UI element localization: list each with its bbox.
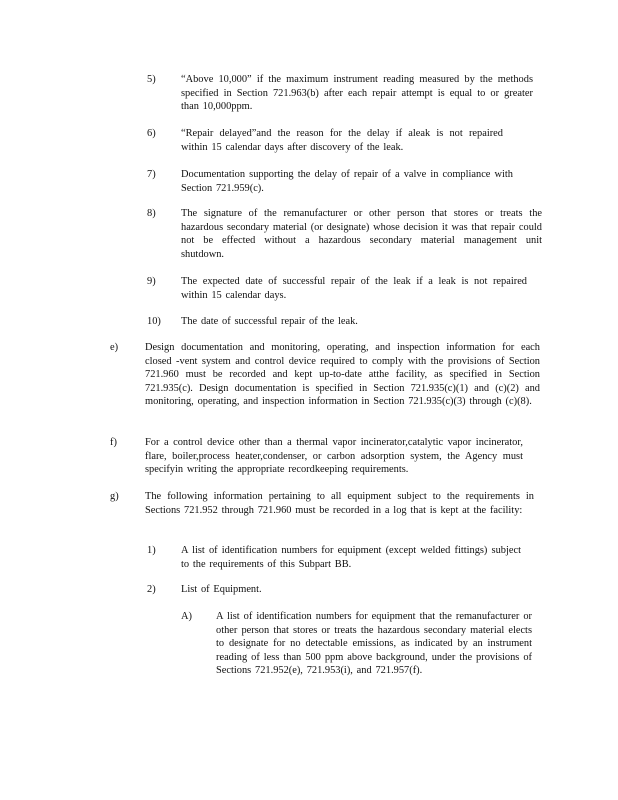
item-marker: 9) — [147, 276, 156, 287]
list-item-5 — [147, 73, 542, 115]
section-text: For a control device other than a thermal vapor incinerator,catalytic vapor incinerator, flare, boiler,process heater,condenser, or carbon adsorption system, the Agency must specifyin writing the appropriate recordkeeping requirements. — [145, 437, 523, 476]
section-marker: f) — [110, 437, 117, 448]
list-item-9 — [147, 275, 542, 303]
item-marker: 6) — [147, 128, 156, 139]
item-text: A list of identification numbers for equipment (except welded fittings) subject to the requirements of this Subpart BB. — [181, 545, 521, 570]
item-text: The date of successful repair of the leak. — [181, 316, 358, 327]
item-text: “Repair delayed”and the reason for the delay if aleak is not repaired within 15 calendar days after discovery of the leak. — [181, 128, 503, 153]
list-item-8 — [147, 207, 542, 263]
list-item-g1 — [147, 544, 542, 572]
section-marker: e) — [110, 342, 119, 353]
section-f — [110, 436, 542, 478]
section-g — [110, 490, 542, 532]
section-text: Design documentation and monitoring, operating, and inspection information for each closed -vent system and control device required to comply with the provisions of Section 721.960 must be recorded and kept up-to-date atthe facility, as specified in Section 721.935(c). Design documentation is specified in Section 721.935(c)(1) and (c)(2) and monitoring, operating, and inspection information in Section 721.935(c)(3) through (c)(8). — [145, 342, 540, 408]
item-text: List of Equipment. — [181, 584, 262, 595]
item-text: Documentation supporting the delay of repair of a valve in compliance with Section 721.959(c). — [181, 169, 513, 194]
list-item-10 — [147, 315, 542, 329]
section-text: The following information pertaining to all equipment subject to the requirements in Sections 721.952 through 721.960 must be recorded in a log that is kept at the facility: — [145, 491, 534, 516]
list-item-g2A — [181, 610, 542, 694]
item-marker: 10) — [147, 316, 161, 327]
item-marker: 7) — [147, 169, 156, 180]
section-e — [110, 341, 542, 425]
subitem-marker: A) — [181, 611, 192, 622]
item-text: “Above 10,000” if the maximum instrument reading measured by the methods specified in Section 721.963(b) after each repair attempt is equal to or greater than 10,000ppm. — [181, 74, 533, 113]
item-text: The signature of the remanufacturer or other person that stores or treats the hazardous secondary material (or designate) whose decision it was that repair could not be effected without a hazardous secondary material management unit shutdown. — [181, 208, 542, 260]
list-item-7 — [147, 168, 542, 196]
item-text: The expected date of successful repair of the leak if a leak is not repaired within 15 calendar days. — [181, 276, 527, 301]
item-marker: 5) — [147, 74, 156, 85]
item-marker: 2) — [147, 584, 156, 595]
subitem-text: A list of identification numbers for equipment that the remanufacturer or other person that stores or treats the hazardous secondary material elects to designate for no detectable emissions, as indicated by an instrument reading of less than 500 ppm above background, under the provisions of Sections 721.952(e), 721.953(i), and 721.957(f). — [216, 611, 532, 677]
item-marker: 8) — [147, 208, 156, 219]
list-item-6 — [147, 127, 542, 155]
item-marker: 1) — [147, 545, 156, 556]
list-item-g2 — [147, 583, 542, 597]
section-marker: g) — [110, 491, 119, 502]
